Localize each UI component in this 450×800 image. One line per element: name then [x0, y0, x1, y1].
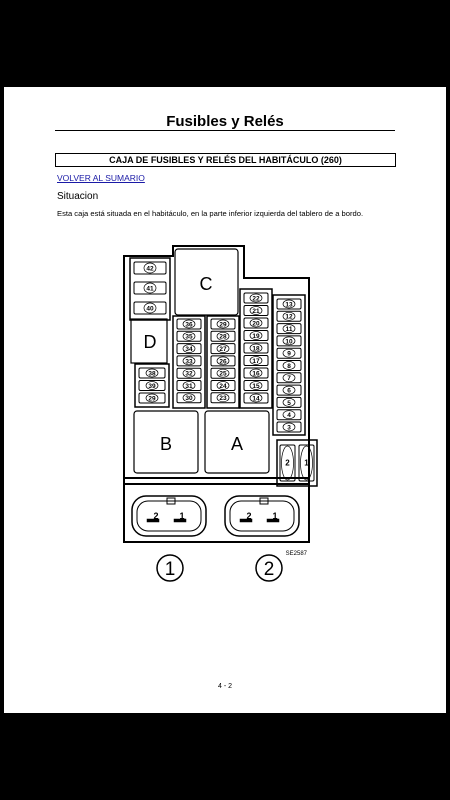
fuse-number: 2 [285, 458, 290, 468]
connector-1 [132, 496, 206, 536]
fuse-col2-25 [211, 368, 235, 378]
fuse-number: 16 [252, 370, 260, 378]
connector-2-pin-right: 1 [272, 511, 278, 521]
fuse-12 [277, 311, 301, 321]
fuse-41 [134, 282, 166, 294]
page-number: 4 - 2 [217, 683, 232, 690]
fuse-group-bottom [277, 440, 317, 486]
relay-b-label: B [159, 434, 173, 454]
fuse-number: 3 [287, 424, 291, 432]
fuse-number: 18 [252, 345, 260, 353]
fuse-number: 38 [148, 370, 156, 378]
fuse-number: 11 [285, 326, 293, 333]
connector-1-pin-right: 1 [179, 511, 185, 521]
location-description: Esta caja está situada en el habitáculo, en la parte inferior izquierda del tablero de a bordo. [57, 209, 364, 218]
fuse-number: 12 [285, 313, 293, 321]
fuse-number: 39 [148, 382, 156, 390]
fuse-4 [277, 410, 301, 420]
fuse-col2-26 [211, 356, 235, 366]
fuse-number: 13 [285, 301, 293, 309]
back-to-summary-link[interactable]: VOLVER AL SUMARIO [57, 173, 145, 183]
fuse-number: 6 [287, 387, 291, 395]
fuse-number: 29 [219, 321, 227, 329]
fuse-number: 31 [185, 382, 193, 390]
fuse-number: 5 [287, 399, 291, 407]
fuse-number: 4 [287, 412, 291, 420]
fuse-2 [280, 445, 295, 481]
fuse-21 [244, 306, 268, 316]
fuse-3 [277, 422, 301, 432]
fuse-34 [177, 344, 201, 354]
fuse-number: 9 [287, 350, 291, 358]
fuse-17 [244, 356, 268, 366]
fuse-number: 30 [185, 395, 193, 403]
relay-d-label: D [143, 332, 157, 352]
fuse-20 [244, 318, 268, 328]
fuse-number: 33 [185, 358, 193, 366]
fuse-7 [277, 373, 301, 383]
fuse-number: 42 [146, 265, 154, 273]
fuse-number: 25 [219, 370, 227, 378]
fuse-number: 22 [252, 295, 260, 303]
fuse-13 [277, 299, 301, 309]
fuse-number: 27 [219, 346, 227, 353]
figure-reference: SE2587 [285, 551, 307, 557]
fuse-number: 24 [219, 382, 227, 390]
fuse-small-39 [139, 381, 165, 391]
connector-housing [124, 478, 309, 542]
fuse-number: 29 [148, 395, 156, 403]
fuse-42 [134, 262, 166, 274]
fuse-number: 8 [287, 362, 291, 370]
fuse-10 [277, 336, 301, 346]
fuse-number: 41 [146, 285, 154, 293]
section-heading: Situacion [57, 191, 99, 202]
fuse-col2-28 [211, 331, 235, 341]
fuse-col2-23 [211, 393, 235, 403]
callout-2-label: 2 [263, 559, 275, 580]
fuse-number: 19 [252, 332, 260, 340]
page-title: Fusibles y Relés [166, 113, 284, 130]
fuse-small-38 [139, 368, 165, 378]
section-title: CAJA DE FUSIBLES Y RELÉS DEL HABITÁCULO (260) [55, 153, 396, 167]
fuse-number: 35 [185, 333, 193, 341]
fuse-19 [244, 331, 268, 341]
fuse-33 [177, 356, 201, 366]
fuse-number: 34 [185, 346, 193, 353]
fuse-number: 26 [219, 358, 227, 366]
fuse-col2-29 [211, 319, 235, 329]
fuse-number: 7 [287, 375, 291, 383]
fuse-8 [277, 361, 301, 371]
fuse-18 [244, 343, 268, 353]
fuse-number: 14 [252, 395, 260, 403]
fuse-number: 28 [219, 333, 227, 341]
fuse-col2-24 [211, 381, 235, 391]
fuse-6 [277, 385, 301, 395]
fuse-number: 36 [185, 321, 193, 329]
fuse-number: 32 [185, 370, 193, 378]
fuse-number: 15 [252, 382, 260, 390]
fuse-number: 10 [285, 338, 293, 346]
connector-2 [225, 496, 299, 536]
fuse-small-29 [139, 393, 165, 403]
fuse-31 [177, 381, 201, 391]
fuse-number: 40 [146, 305, 154, 313]
fuse-box-diagram [110, 240, 325, 585]
fuse-14 [244, 393, 268, 403]
fuse-30 [177, 393, 201, 403]
fuse-15 [244, 381, 268, 391]
fuse-9 [277, 348, 301, 358]
connector-1-pin-left: 2 [153, 511, 159, 521]
fuse-36 [177, 319, 201, 329]
fuse-22 [244, 293, 268, 303]
fuse-col2-27 [211, 344, 235, 354]
fuse-number: 23 [219, 395, 227, 403]
title-rule [55, 130, 395, 131]
fuse-number: 1 [304, 458, 309, 468]
fuse-35 [177, 331, 201, 341]
relay-c-label: C [199, 274, 213, 294]
fuse-40 [134, 302, 166, 314]
fuse-16 [244, 368, 268, 378]
callout-1-label: 1 [164, 559, 176, 580]
relay-a-label: A [230, 434, 244, 454]
fuse-number: 17 [252, 357, 260, 365]
connector-2-pin-left: 2 [246, 511, 252, 521]
fuse-32 [177, 368, 201, 378]
fuse-number: 20 [252, 320, 260, 328]
fuse-5 [277, 397, 301, 407]
fuse-11 [277, 324, 301, 334]
fuse-1 [299, 445, 314, 481]
fuse-number: 21 [252, 307, 260, 315]
